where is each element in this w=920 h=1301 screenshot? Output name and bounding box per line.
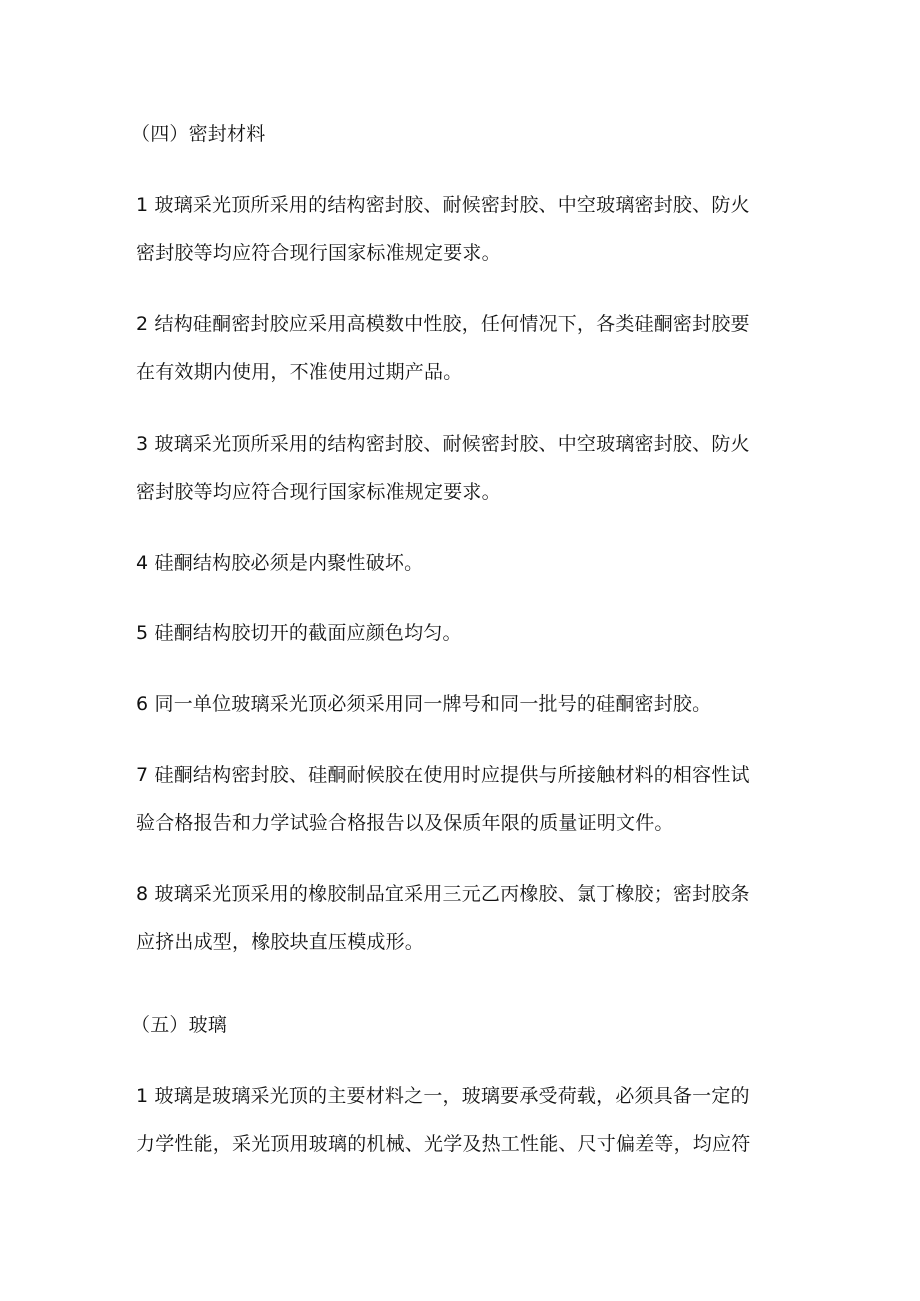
paragraph-line: 2 结构硅酮密封胶应采用高模数中性胶，任何情况下，各类硅酮密封胶要 (136, 313, 750, 335)
paragraph-line: 8 玻璃采光顶采用的橡胶制品宜采用三元乙丙橡胶、氯丁橡胶；密封胶条 (136, 883, 750, 905)
section-heading-glass: （五）玻璃 (131, 1014, 228, 1036)
paragraph-line: 3 玻璃采光顶所采用的结构密封胶、耐候密封胶、中空玻璃密封胶、防火 (136, 433, 750, 455)
paragraph-line: 密封胶等均应符合现行国家标准规定要求。 (136, 481, 501, 503)
paragraph-line: 1 玻璃采光顶所采用的结构密封胶、耐候密封胶、中空玻璃密封胶、防火 (136, 194, 750, 216)
paragraph-line: 5 硅酮结构胶切开的截面应颜色均匀。 (136, 622, 462, 644)
paragraph-line: 力学性能，采光顶用玻璃的机械、光学及热工性能、尺寸偏差等，均应符 (136, 1133, 751, 1155)
paragraph-line: 4 硅酮结构胶必须是内聚性破坏。 (136, 552, 424, 574)
section-heading-sealing-materials: （四）密封材料 (131, 123, 266, 145)
paragraph-line: 7 硅酮结构密封胶、硅酮耐候胶在使用时应提供与所接触材料的相容性试 (136, 764, 750, 786)
paragraph-line: 应挤出成型，橡胶块直压模成形。 (136, 931, 425, 953)
paragraph-line: 验合格报告和力学试验合格报告以及保质年限的质量证明文件。 (136, 812, 674, 834)
paragraph-line: 密封胶等均应符合现行国家标准规定要求。 (136, 242, 501, 264)
paragraph-line: 在有效期内使用，不准使用过期产品。 (136, 361, 463, 383)
paragraph-line: 1 玻璃是玻璃采光顶的主要材料之一，玻璃要承受荷载，必须具备一定的 (136, 1085, 750, 1107)
paragraph-line: 6 同一单位玻璃采光顶必须采用同一牌号和同一批号的硅酮密封胶。 (136, 693, 712, 715)
